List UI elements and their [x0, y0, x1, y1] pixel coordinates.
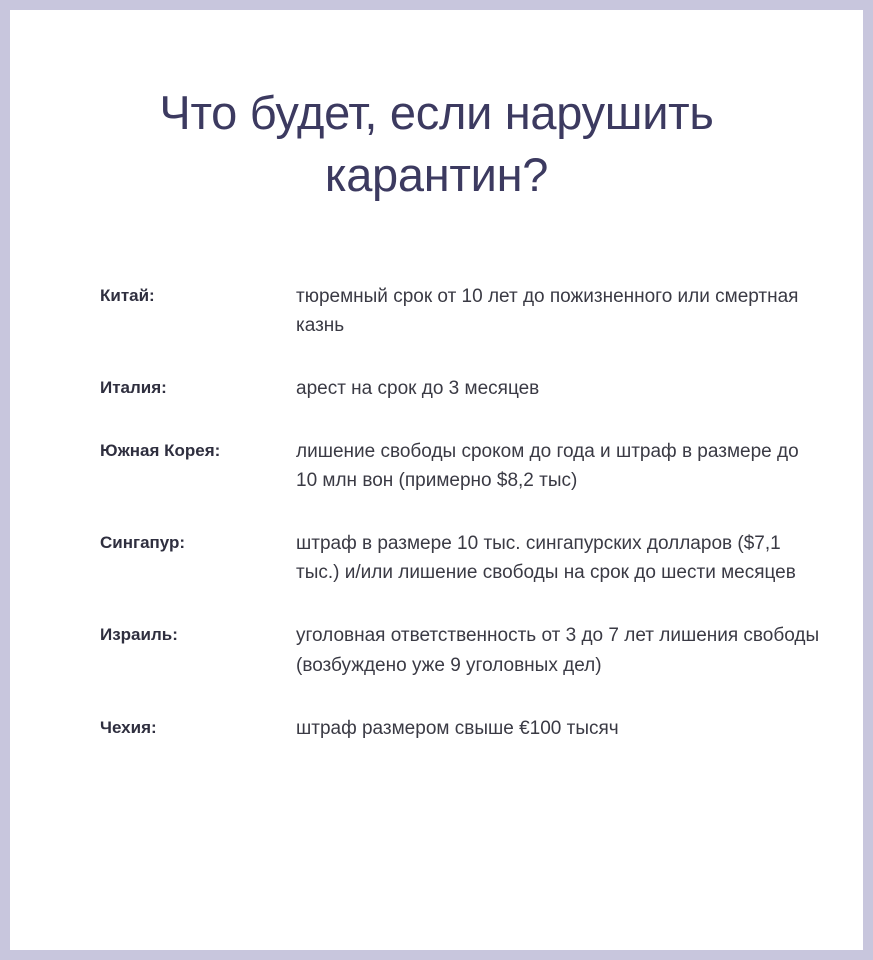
list-item	[10, 529, 863, 587]
country-label: Израиль:	[100, 625, 178, 645]
penalty-list	[10, 282, 863, 743]
penalty-text: штраф в размере 10 тыс. сингапурских долларов ($7,1 тыс.) и/или лишение свободы на срок до шести месяцев	[296, 533, 796, 584]
country-label: Южная Корея:	[100, 441, 221, 461]
list-item	[10, 282, 863, 340]
country-label: Сингапур:	[100, 533, 186, 553]
info-card	[10, 10, 863, 950]
penalty-text: тюремный срок от 10 лет до пожизненного или смертная казнь	[296, 286, 799, 337]
penalty-text: штраф размером свыше €100 тысяч	[296, 717, 619, 739]
list-item	[10, 437, 863, 495]
list-item	[10, 714, 863, 743]
country-label: Италия:	[100, 378, 167, 398]
country-label: Чехия:	[100, 717, 157, 737]
penalty-text: уголовная ответственность от 3 до 7 лет лишения свободы (возбуждено уже 9 уголовных дел)	[296, 625, 820, 676]
penalty-text: лишение свободы сроком до года и штраф в размере до 10 млн вон (примерно $8,2 тыс)	[296, 441, 799, 492]
list-item	[10, 374, 863, 403]
list-item	[10, 621, 863, 679]
page-title: Что будет, если нарушить карантин?	[159, 86, 714, 202]
penalty-text: арест на срок до 3 месяцев	[296, 378, 540, 400]
country-label: Китай:	[100, 286, 155, 305]
